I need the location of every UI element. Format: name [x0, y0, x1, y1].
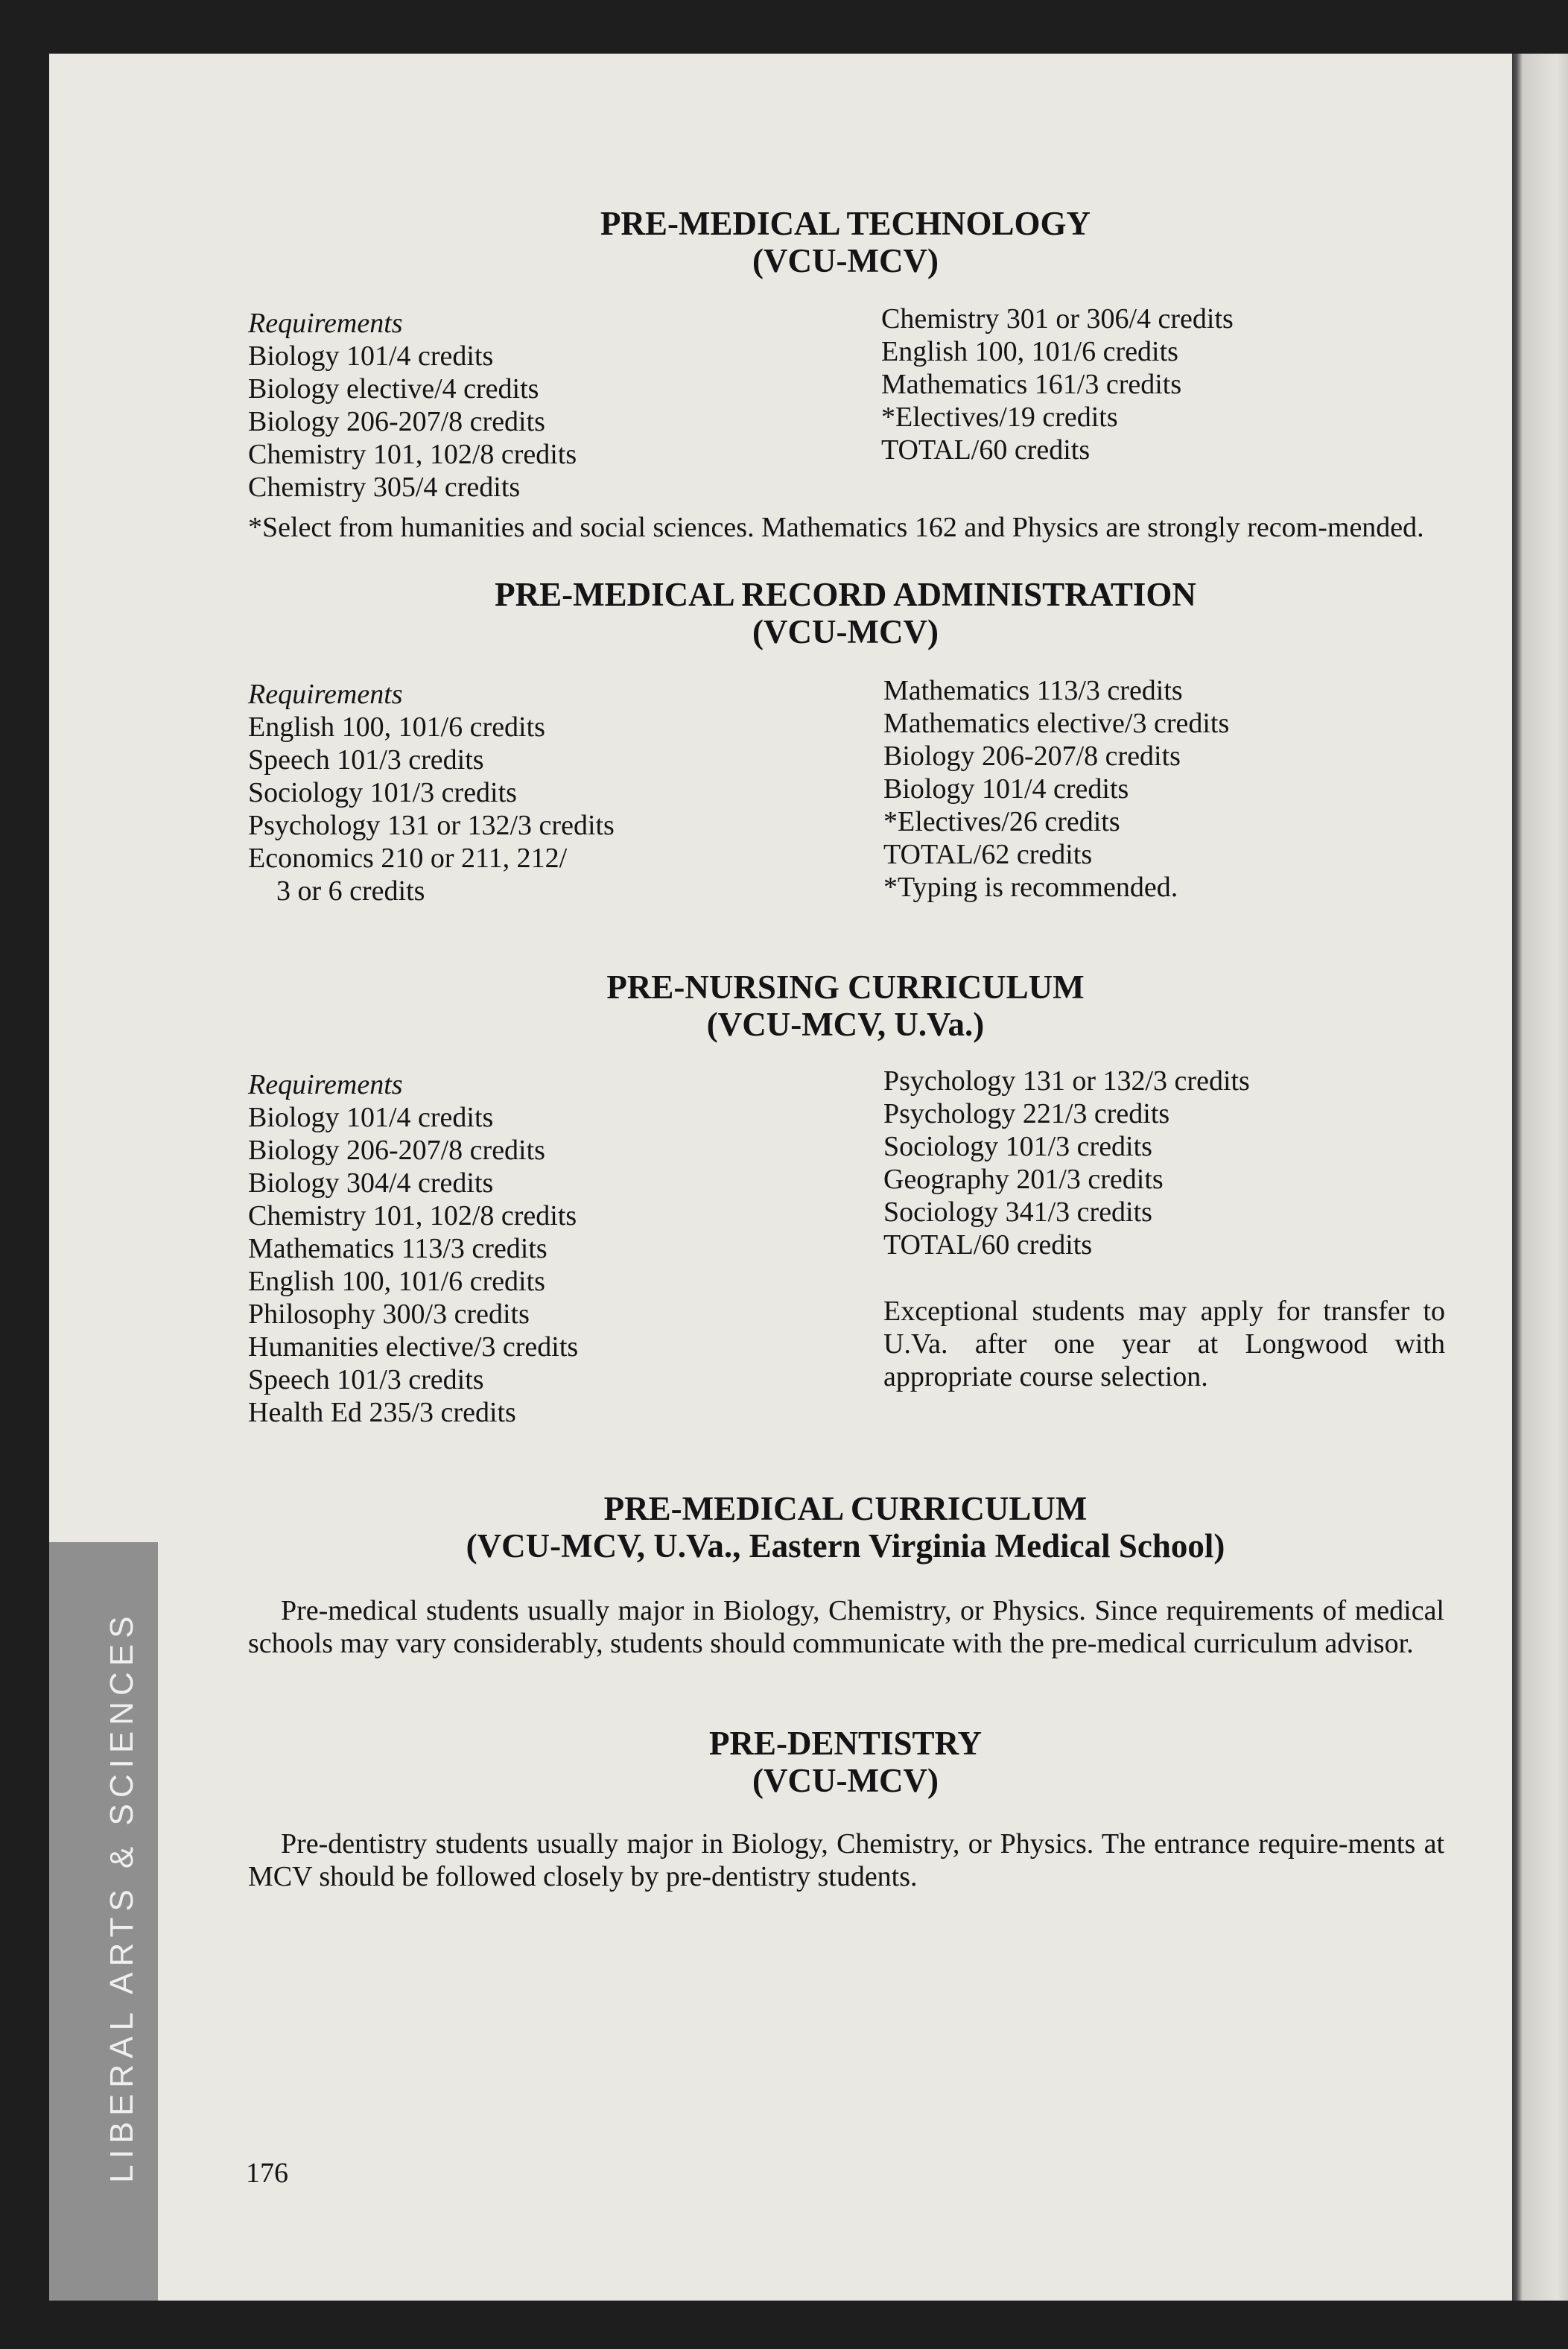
- course-item: Mathematics elective/3 credits: [883, 708, 1230, 739]
- course-item: Chemistry 101, 102/8 credits: [248, 439, 577, 470]
- course-item: English 100, 101/6 credits: [248, 711, 545, 743]
- heading-line: (VCU-MCV): [752, 242, 939, 279]
- requirements-label: Requirements: [248, 1069, 403, 1100]
- course-item: Psychology 131 or 132/3 credits: [248, 810, 615, 841]
- course-item: Chemistry 301 or 306/4 credits: [881, 303, 1234, 335]
- section-title-medical: [246, 1490, 1445, 1565]
- page-number: 176: [246, 2158, 288, 2189]
- course-item: Biology 206-207/8 credits: [248, 406, 545, 437]
- side-tab-label: LIBERAL ARTS & SCIENCES: [104, 1610, 140, 2183]
- heading-line: (VCU-MCV, U.Va.): [706, 1006, 985, 1043]
- course-item: Psychology 131 or 132/3 credits: [883, 1065, 1250, 1097]
- heading-line: (VCU-MCV): [752, 613, 939, 650]
- heading-line: PRE-NURSING CURRICULUM: [606, 969, 1085, 1006]
- course-item: Biology 206-207/8 credits: [248, 1135, 545, 1166]
- book-gutter: [1512, 54, 1568, 2301]
- med-record-left-column: [248, 678, 615, 907]
- course-item: Biology 206-207/8 credits: [883, 741, 1181, 772]
- heading-line: PRE-MEDICAL CURRICULUM: [603, 1490, 1088, 1527]
- course-item: Chemistry 101, 102/8 credits: [248, 1200, 577, 1231]
- note: *Typing is recommended.: [883, 872, 1178, 903]
- heading-line: PRE-MEDICAL RECORD ADMINISTRATION: [495, 576, 1196, 613]
- course-item: Humanities elective/3 credits: [248, 1331, 579, 1363]
- section-title-dentistry: [246, 1725, 1445, 1799]
- course-item: Biology 101/4 credits: [883, 773, 1129, 805]
- requirements-label: Requirements: [248, 308, 403, 339]
- section-title-med-tech: [246, 205, 1445, 279]
- course-item: Biology elective/4 credits: [248, 373, 539, 405]
- course-item: Sociology 341/3 credits: [883, 1196, 1152, 1228]
- med-tech-left-column: [248, 307, 577, 504]
- course-item: Sociology 101/3 credits: [883, 1131, 1152, 1162]
- course-item: Mathematics 113/3 credits: [248, 1233, 547, 1264]
- course-item: Biology 101/4 credits: [248, 1102, 494, 1133]
- nursing-left-column: [248, 1068, 578, 1429]
- dentistry-paragraph: Pre-dentistry students usually major in Biology, Chemistry, or Physics. The entrance require-ments at MCV should be followed closely by pre-dentistry students.: [248, 1828, 1444, 1892]
- course-item: Speech 101/3 credits: [248, 744, 484, 776]
- course-item: Sociology 101/3 credits: [248, 777, 517, 808]
- course-item: Chemistry 305/4 credits: [248, 472, 521, 503]
- total-credits: TOTAL/60 credits: [881, 434, 1091, 466]
- med-tech-note: *Select from humanities and social sciences. Mathematics 162 and Physics are strongly recom-mended.: [248, 512, 1424, 543]
- nursing-transfer-note: Exceptional students may apply for transfer to U.Va. after one year at Longwood with appropriate course selection.: [883, 1296, 1445, 1392]
- requirements-label: Requirements: [248, 679, 403, 710]
- total-credits: TOTAL/60 credits: [883, 1229, 1093, 1261]
- course-item: *Electives/19 credits: [881, 402, 1118, 433]
- course-item: Mathematics 161/3 credits: [881, 369, 1182, 400]
- med-tech-right-column: [881, 302, 1234, 466]
- course-item: Biology 304/4 credits: [248, 1167, 494, 1199]
- course-item: English 100, 101/6 credits: [881, 336, 1178, 367]
- course-item: Mathematics 113/3 credits: [883, 675, 1183, 706]
- course-item: Speech 101/3 credits: [248, 1364, 484, 1395]
- section-title-nursing: [246, 969, 1445, 1043]
- course-item: *Electives/26 credits: [883, 806, 1120, 837]
- nursing-right-column: [883, 1065, 1250, 1261]
- course-item-continued: 3 or 6 credits: [276, 875, 425, 907]
- course-item: Economics 210 or 211, 212/: [248, 843, 568, 874]
- course-item: Health Ed 235/3 credits: [248, 1397, 516, 1428]
- heading-line: PRE-MEDICAL TECHNOLOGY: [600, 205, 1091, 242]
- heading-line: (VCU-MCV, U.Va., Eastern Virginia Medical School): [466, 1527, 1225, 1565]
- heading-line: (VCU-MCV): [752, 1762, 939, 1799]
- heading-line: PRE-DENTISTRY: [709, 1725, 982, 1762]
- medical-paragraph: Pre-medical students usually major in Biology, Chemistry, or Physics. Since requirements of medical schools may vary considerably, students should communicate with the pre-medical curriculum advisor.: [248, 1595, 1444, 1659]
- course-item: English 100, 101/6 credits: [248, 1266, 545, 1297]
- course-item: Philosophy 300/3 credits: [248, 1299, 530, 1330]
- section-title-med-record: [246, 576, 1445, 650]
- course-item: Biology 101/4 credits: [248, 340, 494, 372]
- med-record-right-column: [883, 674, 1229, 904]
- course-item: Geography 201/3 credits: [883, 1164, 1164, 1195]
- course-item: Psychology 221/3 credits: [883, 1098, 1170, 1129]
- total-credits: TOTAL/62 credits: [883, 839, 1093, 870]
